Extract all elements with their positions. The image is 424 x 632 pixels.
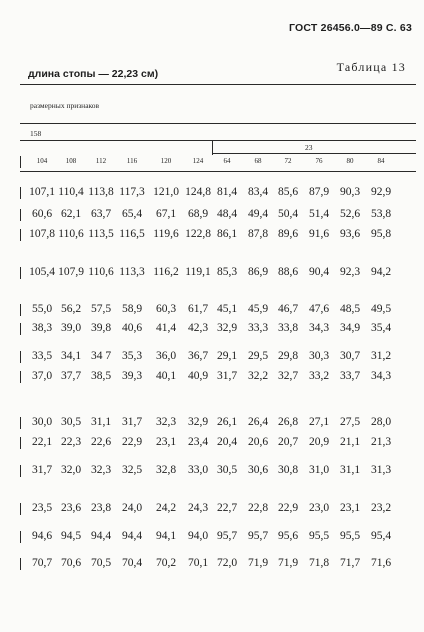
table-cell: 22,8 (247, 502, 269, 514)
table-cell: 32,8 (155, 464, 177, 476)
table-cell: 81,4 (216, 186, 238, 198)
table-cell: 49,5 (370, 303, 392, 315)
table-cell: 58,9 (121, 303, 143, 315)
table-cell: 116,5 (119, 228, 145, 240)
table-cell: 41,4 (155, 322, 177, 334)
table-cell: 67,1 (155, 208, 177, 220)
table-cell: 30,5 (60, 416, 82, 428)
table-cell: 107,9 (58, 266, 84, 278)
table-cell: 26,1 (216, 416, 238, 428)
table-caption: длина стопы — 22,23 см) (28, 68, 159, 80)
table-cell: 122,8 (185, 228, 211, 240)
table-cell: 57,5 (90, 303, 112, 315)
table-cell: 22,9 (121, 436, 143, 448)
table-cell: 70,2 (155, 557, 177, 569)
table-cell: 22,6 (90, 436, 112, 448)
left-border-tick (20, 229, 21, 241)
table-cell: 22,7 (216, 502, 238, 514)
table-cell: 71,9 (277, 557, 299, 569)
table-cell: 31,7 (121, 416, 143, 428)
column-header: 112 (95, 157, 107, 165)
table-cell: 31,7 (31, 464, 53, 476)
left-border-tick (20, 371, 21, 383)
table-cell: 60,3 (155, 303, 177, 315)
table-cell: 23,8 (90, 502, 112, 514)
table-cell: 107,8 (29, 228, 55, 240)
table-cell: 83,4 (247, 186, 269, 198)
table-cell: 70,4 (121, 557, 143, 569)
left-border-tick (20, 209, 21, 221)
table-cell: 94,4 (90, 530, 112, 542)
table-title: Таблица 13 (336, 60, 406, 74)
table-cell: 32,0 (60, 464, 82, 476)
table-cell: 35,3 (121, 350, 143, 362)
table-cell: 29,5 (247, 350, 269, 362)
table-cell: 110,6 (58, 228, 84, 240)
table-cell: 32,9 (187, 416, 209, 428)
column-header: 72 (284, 157, 292, 165)
table-cell: 26,4 (247, 416, 269, 428)
column-header: 84 (377, 157, 385, 165)
table-cell: 70,1 (187, 557, 209, 569)
table-cell: 119,1 (185, 266, 211, 278)
table-cell: 90,4 (308, 266, 330, 278)
table-cell: 35,4 (370, 322, 392, 334)
table-cell: 20,6 (247, 436, 269, 448)
left-border-tick (20, 187, 21, 199)
table-cell: 22,3 (60, 436, 82, 448)
table-cell: 32,3 (155, 416, 177, 428)
table-cell: 113,8 (88, 186, 114, 198)
table-cell: 68,9 (187, 208, 209, 220)
table-cell: 95,8 (370, 228, 392, 240)
group-label-left: 158 (30, 129, 42, 138)
table-cell: 30,8 (277, 464, 299, 476)
table-cell: 117,3 (119, 186, 145, 198)
table-cell: 62,1 (60, 208, 82, 220)
column-header: 116 (126, 157, 138, 165)
table-cell: 38,3 (31, 322, 53, 334)
table-cell: 36,0 (155, 350, 177, 362)
table-cell: 28,0 (370, 416, 392, 428)
table-cell: 105,4 (29, 266, 55, 278)
column-header: 124 (192, 157, 204, 165)
table-cell: 87,8 (247, 228, 269, 240)
table-cell: 23,2 (370, 502, 392, 514)
table-cell: 31,7 (216, 370, 238, 382)
table-cell: 60,6 (31, 208, 53, 220)
table-cell: 30,3 (308, 350, 330, 362)
table-cell: 45,9 (247, 303, 269, 315)
section-label: размерных признаков (30, 101, 100, 110)
table-cell: 50,4 (277, 208, 299, 220)
table-cell: 95,7 (247, 530, 269, 542)
table-cell: 48,4 (216, 208, 238, 220)
table-cell: 32,7 (277, 370, 299, 382)
left-border-tick (20, 323, 21, 335)
table-cell: 21,3 (370, 436, 392, 448)
table-cell: 34,3 (308, 322, 330, 334)
table-cell: 121,0 (153, 186, 179, 198)
table-cell: 34 7 (90, 350, 112, 362)
table-cell: 23,1 (155, 436, 177, 448)
table-cell: 93,6 (339, 228, 361, 240)
table-cell: 38,5 (90, 370, 112, 382)
table-cell: 63,7 (90, 208, 112, 220)
table-cell: 27,5 (339, 416, 361, 428)
table-cell: 20,7 (277, 436, 299, 448)
table-cell: 85,3 (216, 266, 238, 278)
table-cell: 87,9 (308, 186, 330, 198)
table-cell: 20,4 (216, 436, 238, 448)
table-cell: 119,6 (153, 228, 179, 240)
table-cell: 23,1 (339, 502, 361, 514)
table-cell: 56,2 (60, 303, 82, 315)
table-cell: 36,7 (187, 350, 209, 362)
table-cell: 53,8 (370, 208, 392, 220)
table-cell: 46,7 (277, 303, 299, 315)
table-cell: 71,8 (308, 557, 330, 569)
column-header: 80 (346, 157, 354, 165)
table-cell: 116,2 (153, 266, 179, 278)
table-cell: 94,1 (155, 530, 177, 542)
table-cell: 71,9 (247, 557, 269, 569)
table-cell: 40,9 (187, 370, 209, 382)
table-cell: 30,7 (339, 350, 361, 362)
table-cell: 113,5 (88, 228, 114, 240)
table-cell: 110,6 (88, 266, 114, 278)
table-cell: 27,1 (308, 416, 330, 428)
table-cell: 95,5 (308, 530, 330, 542)
table-cell: 52,6 (339, 208, 361, 220)
column-header: 68 (254, 157, 262, 165)
table-cell: 34,3 (370, 370, 392, 382)
left-border-tick (20, 304, 21, 316)
table-cell: 95,5 (339, 530, 361, 542)
table-cell: 71,7 (339, 557, 361, 569)
table-cell: 37,0 (31, 370, 53, 382)
table-cell: 31,2 (370, 350, 392, 362)
table-cell: 32,2 (247, 370, 269, 382)
table-cell: 34,9 (339, 322, 361, 334)
table-cell: 23,0 (308, 502, 330, 514)
table-cell: 23,5 (31, 502, 53, 514)
table-cell: 89,6 (277, 228, 299, 240)
column-header: 108 (65, 157, 77, 165)
table-cell: 23,4 (187, 436, 209, 448)
table-cell: 31,0 (308, 464, 330, 476)
left-border-tick (20, 351, 21, 363)
table-cell: 33,3 (247, 322, 269, 334)
table-cell: 33,0 (187, 464, 209, 476)
table-cell: 95,4 (370, 530, 392, 542)
table-cell: 90,3 (339, 186, 361, 198)
table-cell: 94,0 (187, 530, 209, 542)
table-cell: 39,3 (121, 370, 143, 382)
table-cell: 33,8 (277, 322, 299, 334)
table-cell: 70,6 (60, 557, 82, 569)
column-header: 120 (160, 157, 172, 165)
table-cell: 94,6 (31, 530, 53, 542)
table-cell: 31,1 (90, 416, 112, 428)
table-cell: 65,4 (121, 208, 143, 220)
table-cell: 29,1 (216, 350, 238, 362)
table-cell: 23,6 (60, 502, 82, 514)
table-cell: 32,3 (90, 464, 112, 476)
table-cell: 39,0 (60, 322, 82, 334)
table-cell: 124,8 (185, 186, 211, 198)
table-cell: 49,4 (247, 208, 269, 220)
table-cell: 40,1 (155, 370, 177, 382)
table-cell: 92,9 (370, 186, 392, 198)
left-border-tick (20, 417, 21, 429)
table-cell: 30,0 (31, 416, 53, 428)
table-cell: 61,7 (187, 303, 209, 315)
table-cell: 33,7 (339, 370, 361, 382)
group-label-right: 23 (305, 143, 313, 152)
table-cell: 48,5 (339, 303, 361, 315)
table-cell: 55,0 (31, 303, 53, 315)
table-cell: 31,3 (370, 464, 392, 476)
table-cell: 37,7 (60, 370, 82, 382)
left-border-tick (20, 558, 21, 570)
table-cell: 86,1 (216, 228, 238, 240)
table-cell: 29,8 (277, 350, 299, 362)
table-cell: 70,7 (31, 557, 53, 569)
table-cell: 45,1 (216, 303, 238, 315)
table-cell: 71,6 (370, 557, 392, 569)
table-cell: 91,6 (308, 228, 330, 240)
table-cell: 22,9 (277, 502, 299, 514)
table-cell: 30,6 (247, 464, 269, 476)
table-cell: 94,2 (370, 266, 392, 278)
table-cell: 94,4 (121, 530, 143, 542)
table-cell: 42,3 (187, 322, 209, 334)
table-cell: 31,1 (339, 464, 361, 476)
table-cell: 88,6 (277, 266, 299, 278)
table-cell: 22,1 (31, 436, 53, 448)
table-cell: 92,3 (339, 266, 361, 278)
table-cell: 32,9 (216, 322, 238, 334)
table-cell: 24,3 (187, 502, 209, 514)
left-border-tick (20, 267, 21, 279)
table-cell: 95,7 (216, 530, 238, 542)
table-cell: 51,4 (308, 208, 330, 220)
table-cell: 70,5 (90, 557, 112, 569)
table-cell: 107,1 (29, 186, 55, 198)
table-cell: 33,2 (308, 370, 330, 382)
table-cell: 20,9 (308, 436, 330, 448)
left-border-tick (20, 531, 21, 543)
column-header: 64 (223, 157, 231, 165)
column-header: 104 (36, 157, 48, 165)
table-cell: 72,0 (216, 557, 238, 569)
table-cell: 95,6 (277, 530, 299, 542)
table-cell: 40,6 (121, 322, 143, 334)
table-cell: 21,1 (339, 436, 361, 448)
table-cell: 94,5 (60, 530, 82, 542)
table-cell: 26,8 (277, 416, 299, 428)
left-border-tick (20, 503, 21, 515)
table-cell: 32,5 (121, 464, 143, 476)
column-header: 76 (315, 157, 323, 165)
table-cell: 47,6 (308, 303, 330, 315)
table-cell: 110,4 (58, 186, 84, 198)
table-cell: 30,5 (216, 464, 238, 476)
table-cell: 86,9 (247, 266, 269, 278)
table-cell: 24,2 (155, 502, 177, 514)
left-border-tick (20, 437, 21, 449)
table-cell: 113,3 (119, 266, 145, 278)
table-cell: 39,8 (90, 322, 112, 334)
table-cell: 24,0 (121, 502, 143, 514)
table-cell: 85,6 (277, 186, 299, 198)
page-header-doc-ref: ГОСТ 26456.0—89 С. 63 (289, 22, 412, 34)
table-cell: 33,5 (31, 350, 53, 362)
left-border-tick (20, 465, 21, 477)
table-cell: 34,1 (60, 350, 82, 362)
